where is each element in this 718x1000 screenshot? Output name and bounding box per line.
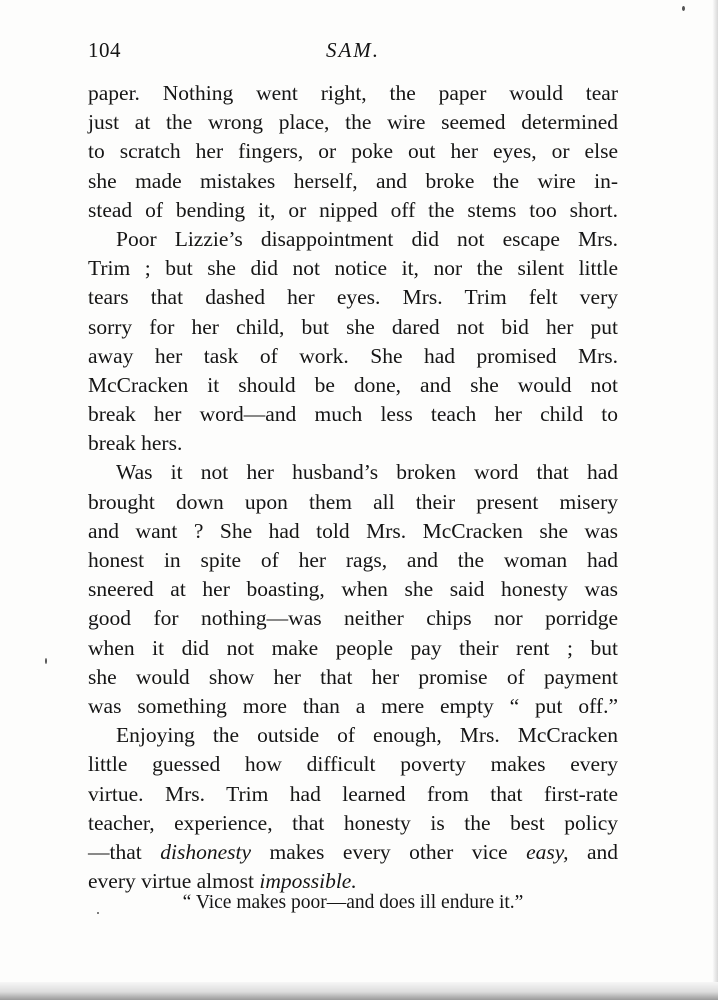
text-line: break her word—and much less teach her child to <box>88 402 618 427</box>
text-line: break hers. <box>88 431 183 456</box>
page-edge-shadow <box>712 0 718 1000</box>
text-run: —that <box>88 839 161 864</box>
text-line: when it did not make people pay their rent ; but <box>88 635 618 660</box>
paper-speck <box>682 6 685 11</box>
text-run: and <box>568 839 619 864</box>
text-line: and want ? She had told Mrs. McCracken she was <box>88 518 618 543</box>
text-line: honest in spite of her rags, and the woman had <box>88 548 618 572</box>
italic-word: impossible. <box>259 869 357 894</box>
italic-word: dishonesty <box>160 839 252 864</box>
text-line: Trim ; but she did not notice it, nor the silent little <box>88 256 618 281</box>
page-bottom-shadow <box>0 982 718 1000</box>
text-line: virtue. Mrs. Trim had learned from that first-rate <box>88 781 618 806</box>
text-line: good for nothing—was neither chips nor porridge <box>88 606 618 631</box>
text-line: paper. Nothing went right, the paper would tear <box>88 81 618 105</box>
page-number: 104 <box>88 38 121 62</box>
italic-word: easy, <box>526 839 569 864</box>
text-line: she made mistakes herself, and broke the wire in- <box>88 168 618 193</box>
text-line: Was it not her husband’s broken word that had <box>116 460 618 485</box>
body-text <box>88 79 618 896</box>
paper-speck <box>45 658 47 664</box>
text-line: just at the wrong place, the wire seemed determined <box>88 110 618 135</box>
text-line: stead of bending it, or nipped off the stems too short. <box>88 197 618 222</box>
text-line <box>88 838 618 867</box>
text-line: away her task of work. She had promised Mrs. <box>88 343 618 368</box>
text-line: sneered at her boasting, when she said honesty was <box>88 577 618 602</box>
text-run: every virtue almost <box>88 869 260 894</box>
text-line: brought down upon them all their present misery <box>88 489 618 514</box>
text-line: she would show her that her promise of payment <box>88 664 618 689</box>
text-line: Poor Lizzie’s disappointment did not escape Mrs. <box>116 226 618 251</box>
text-line: sorry for her child, but she dared not bid her put <box>88 314 618 339</box>
text-line: McCracken it should be done, and she would not <box>88 372 618 397</box>
page-header <box>88 38 618 64</box>
closing-quote: “ Vice makes poor—and does ill endure it.” <box>182 892 524 913</box>
running-title: SAM. <box>325 38 381 62</box>
text-line: Enjoying the outside of enough, Mrs. McCracken <box>116 723 618 748</box>
text-line: to scratch her fingers, or poke out her eyes, or else <box>88 139 618 164</box>
text-run: makes every other vice <box>251 839 527 864</box>
text-line: tears that dashed her eyes. Mrs. Trim felt very <box>88 285 618 310</box>
text-line: little guessed how difficult poverty makes every <box>88 752 618 777</box>
text-line: was something more than a mere empty “ put off.” <box>88 693 618 718</box>
text-line: teacher, experience, that honesty is the best policy <box>88 810 618 835</box>
